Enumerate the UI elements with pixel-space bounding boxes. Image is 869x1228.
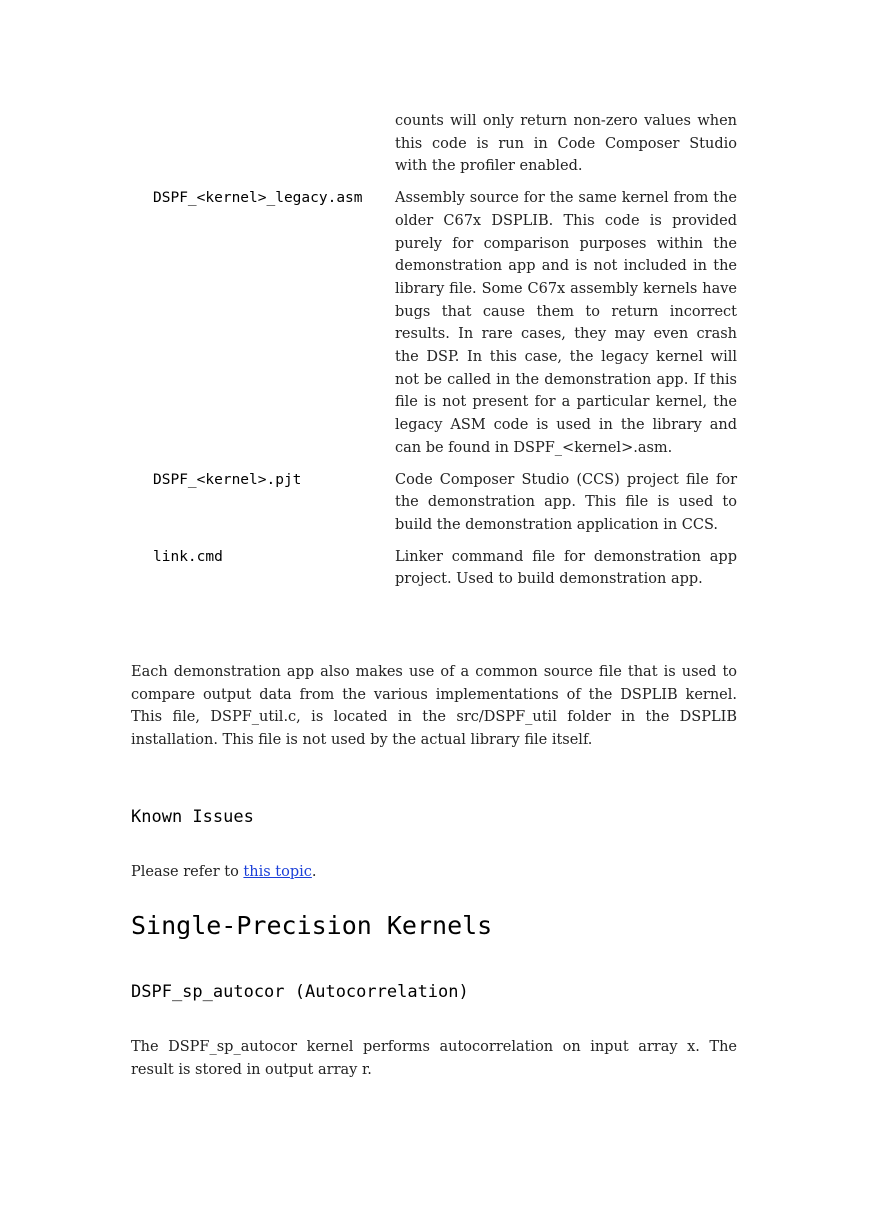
known-issues-suffix: . [311,864,317,880]
file-description: Linker command file for demonstration app project. Used to build demonstration app. [395,548,737,588]
known-issues-heading: Known Issues [131,807,254,827]
file-name: link.cmd [153,548,223,565]
file-description: Code Composer Studio (CCS) project file for the demonstration app. This file is used to build the demonstration application in CCS. [395,471,737,533]
file-row-legacy-asm [153,187,737,459]
single-precision-heading: Single-Precision Kernels [131,911,493,940]
file-description: counts will only return non-zero values when this code is run in Code Composer Studio with the profiler enabled. [395,113,737,175]
file-row-link-cmd [153,546,737,591]
this-topic-link[interactable]: this topic [243,864,312,880]
file-description: Assembly source for the same kernel from the older C67x DSPLIB. This code is provided purely for comparison purposes within the demonstration app and is not included in the library file. Some C67x assembly kernels have bugs that cause them to return incorrect results. In rare cases, they may even crash the DSP. In this case, the legacy kernel will not be called in the demonstration app. If this file is not present for a particular kernel, the legacy ASM code is used in the library and can be found in DSPF_<kernel>.asm. [395,190,737,456]
file-row-profiler [153,110,737,178]
file-row-pjt [153,469,737,537]
common-source-paragraph: Each demonstration app also makes use of a common source file that is used to compare output data from the various implementations of the DSPLIB kernel. This file, DSPF_util.c, is located in the src/DSPF_util folder in the DSPLIB installation. This file is not used by the actual library file itself. [131,664,737,749]
known-issues-prefix: Please refer to [131,864,244,880]
file-name: DSPF_<kernel>.pjt [153,471,302,488]
file-name: DSPF_<kernel>_legacy.asm [153,190,363,207]
file-table [153,110,737,591]
known-issues-paragraph [131,861,737,884]
autocor-description: The DSPF_sp_autocor kernel performs autocorrelation on input array x. The result is stored in output array r. [131,1039,737,1078]
autocor-heading: DSPF_sp_autocor (Autocorrelation) [131,982,469,1002]
